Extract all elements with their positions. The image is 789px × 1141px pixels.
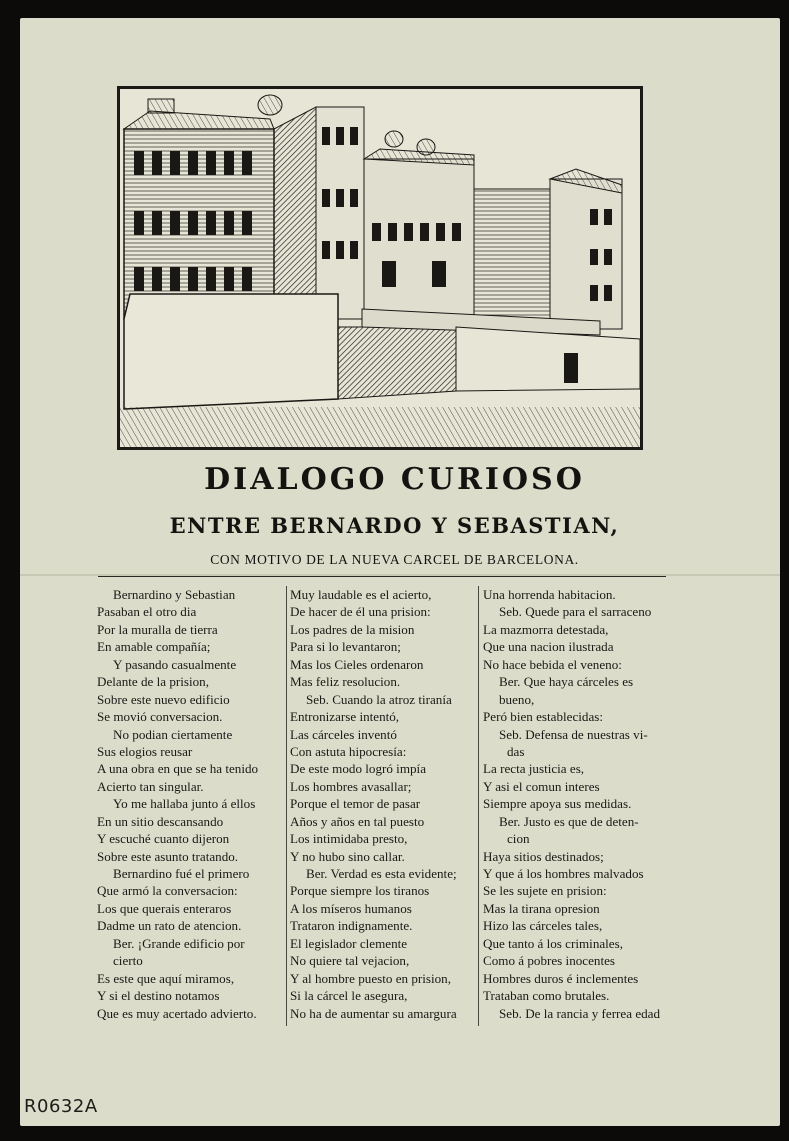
poem-line: Sobre este nuevo edificio (97, 691, 230, 707)
poem-line: A los míseros humanos (290, 900, 412, 916)
poem-line: Hombres duros é inclementes (483, 970, 639, 986)
poem-line: Se movió conversacion. (97, 709, 223, 725)
poem-line: Una horrenda habitacion. (483, 587, 616, 602)
column-divider (286, 586, 287, 1026)
poem-line: Hizo las cárceles tales, (483, 918, 603, 934)
poem-line: Sus elogios reusar (97, 743, 193, 759)
poem-line: De hacer de él una prision: (290, 604, 431, 620)
subtitle: ENTRE BERNARDO Y SEBASTIAN, (169, 513, 620, 538)
poem-line: Delante de la prision, (97, 674, 209, 690)
poem-line: Dadme un rato de atencion. (97, 918, 242, 934)
poem-line: Muy laudable es el acierto, (290, 587, 432, 602)
poem-line: Yo me hallaba junto á ellos (113, 796, 256, 812)
poem-line: Porque el temor de pasar (290, 796, 421, 812)
poem-line: Bernardino fué el primero (113, 866, 250, 881)
poem-line: No hace bebida el veneno: (483, 656, 622, 672)
poem-line: Y escuché cuanto dijeron (97, 831, 230, 847)
poem-line: En un sitio descansando (97, 813, 224, 829)
poem-line: En amable compañía; (97, 639, 211, 655)
poem-line: Seb. Cuando la atroz tiranía (306, 691, 452, 707)
poem-line: Ber. ¡Grande edificio por (113, 935, 245, 951)
prison-engraving (117, 86, 643, 450)
poem-line: Peró bien establecidas: (483, 709, 603, 725)
archive-mark: R0632A (24, 1096, 98, 1117)
poem-line: No podian ciertamente (113, 726, 233, 742)
paper-fold (20, 574, 780, 576)
poem-line: Mas los Cieles ordenaron (290, 656, 424, 672)
poem-line: Es este que aquí miramos, (97, 970, 235, 986)
poem-line: Que una nacion ilustrada (483, 639, 614, 655)
poem-line: A una obra en que se ha tenido (97, 761, 259, 777)
poem-line: Años y años en tal puesto (290, 813, 425, 829)
poem-line: cion (507, 831, 530, 847)
poem-line: Ber. Verdad es esta evidente; (306, 866, 457, 881)
poem-line: das (507, 743, 525, 759)
poem-line: Haya sitios destinados; (483, 848, 604, 864)
column-divider (478, 586, 479, 1026)
poem-line: Que es muy acertado advierto. (97, 1005, 257, 1021)
poem-line: Y asi el comun interes (483, 778, 600, 794)
poem-line: Los que querais enteraros (97, 900, 232, 916)
poem-line: No ha de aumentar su amargura (290, 1005, 457, 1021)
poem-line: Mas feliz resolucion. (290, 674, 401, 690)
poem-line: Las cárceles inventó (290, 726, 397, 742)
poem-line: cierto (113, 953, 143, 969)
poem-column-1 (97, 586, 283, 1022)
poem-column-3 (483, 586, 669, 1022)
poem-line: bueno, (499, 691, 535, 707)
poem-line: Ber. Que haya cárceles es (499, 674, 634, 690)
poem-line: Trataron indignamente. (290, 918, 413, 934)
poem-line: Si la cárcel le asegura, (290, 988, 408, 1004)
poem-line: Y que á los hombres malvados (483, 866, 644, 881)
poem-line: Porque siempre los tiranos (290, 883, 430, 899)
poem-line: Seb. De la rancia y ferrea edad (499, 1005, 661, 1021)
poem-line: Seb. Quede para el sarraceno (499, 604, 652, 620)
poem-line: Siempre apoya sus medidas. (483, 796, 632, 812)
poem-line: Y no hubo sino callar. (290, 848, 405, 864)
subsubtitle: CON MOTIVO DE LA NUEVA CARCEL DE BARCELONA. (210, 552, 579, 567)
poem-line: Y al hombre puesto en prision, (290, 970, 451, 986)
poem-line: Por la muralla de tierra (97, 621, 218, 637)
poem-line: De este modo logró impía (290, 761, 427, 777)
poem-line: Para si lo levantaron; (290, 639, 401, 655)
poem-line: Se les sujete en prision: (483, 883, 607, 899)
poem-line: Que armó la conversacion: (97, 883, 238, 899)
poem-line: La recta justicia es, (483, 761, 585, 777)
poem-line: Como á pobres inocentes (483, 953, 615, 969)
poem-line: Los hombres avasallar; (290, 778, 412, 794)
poem-line: Con astuta hipocresía: (290, 743, 407, 759)
poem-line: Pasaban el otro dia (97, 604, 197, 620)
title: DIALOGO CURIOSO (204, 462, 585, 497)
poem-line: Y pasando casualmente (113, 656, 237, 672)
poem-line: La mazmorra detestada, (483, 621, 609, 637)
poem-line: El legislador clemente (290, 935, 408, 951)
poem-line: Que tanto á los criminales, (483, 935, 623, 951)
poem-line: Los intimidaba presto, (290, 831, 408, 847)
poem-line: Seb. Defensa de nuestras vi- (499, 726, 648, 742)
poem-line: Trataban como brutales. (483, 988, 610, 1004)
poem-line: Y si el destino notamos (97, 988, 220, 1004)
poem-line: Los padres de la mision (290, 621, 415, 637)
poem-column-2 (290, 586, 476, 1022)
poem-line: Sobre este asunto tratando. (97, 848, 239, 864)
header-divider (98, 576, 666, 577)
poem-line: Ber. Justo es que de deten- (499, 813, 639, 829)
poem-line: Mas la tirana opresion (483, 900, 600, 916)
poem-line: No quiere tal vejacion, (290, 953, 410, 969)
poem-line: Entronizarse intentó, (290, 709, 400, 725)
poem-line: Bernardino y Sebastian (113, 587, 236, 602)
poem-line: Acierto tan singular. (97, 778, 204, 794)
